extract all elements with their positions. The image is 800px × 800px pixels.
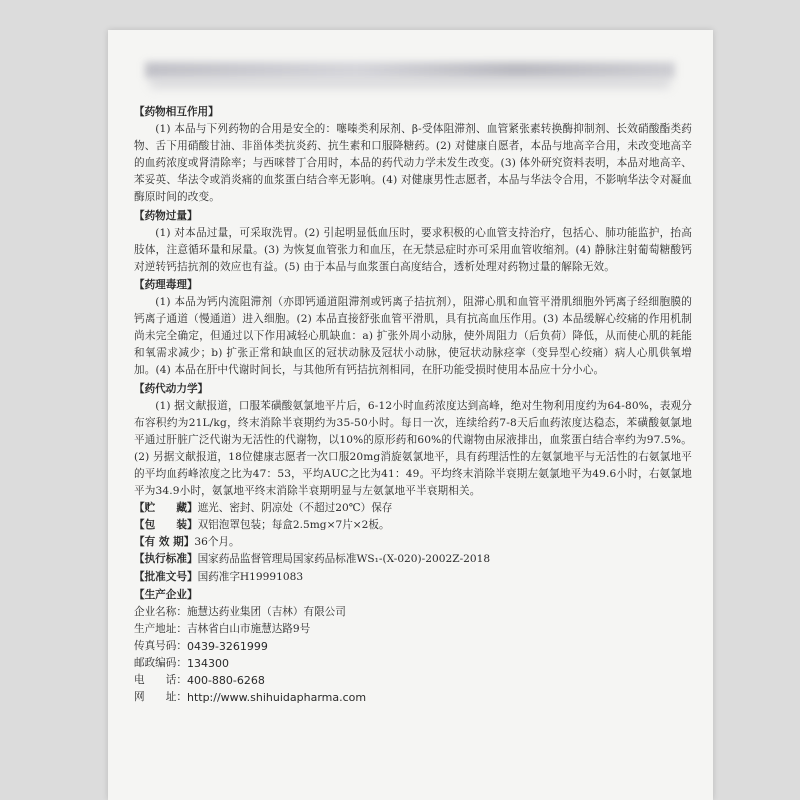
field-package xyxy=(134,517,692,534)
section-title-manufacturer: 【生产企业】 xyxy=(134,588,198,601)
field-value: 36个月。 xyxy=(194,536,240,549)
section-body-overdose: (1) 对本品过量，可采取洗胃。(2) 引起明显低血压时，要求积极的心血管支持治疗，包括心、肺功能监护，抬高肢体，注意循环量和尿量。(3) 为恢复血管张力和血压，在无禁忌症时亦可采用血管收缩剂。(4) 静脉注射葡萄糖酸钙对逆转钙拮抗剂的效应也有益。(5) 由于本品与血浆蛋白高度结合，透析处理对药物过量的解除无效。 xyxy=(134,226,692,273)
section-title-pharmacokinetics: 【药代动力学】 xyxy=(134,382,209,395)
field-standard xyxy=(134,551,692,568)
field-label: 【有 效 期】 xyxy=(134,536,195,549)
company-zip: 134300 xyxy=(186,657,229,670)
field-value: 国药准字H19991083 xyxy=(197,570,304,583)
company-address-label: 生产地址： xyxy=(134,622,187,635)
field-label: 【贮 藏】 xyxy=(134,502,198,515)
field-label: 【执行标准】 xyxy=(134,553,198,566)
blurred-header-sub xyxy=(150,78,670,88)
company-name-label: 企业名称： xyxy=(134,605,187,618)
company-web: http://www.shihuidapharma.com xyxy=(186,691,367,705)
section-body-interactions: (1) 本品与下列药物的合用是安全的：噻嗪类利尿剂、β-受体阻滞剂、血管紧张素转换酶抑制剂、长效硝酸酯类药物、舌下用硝酸甘油、非甾体类抗炎药、抗生素和口服降糖药。(2) 对健康自愿者，本品与地高辛合用，未改变地高辛的血药浓度或肾清除率；与西咪替丁合用时，本品的药代动力学未发生改变。(3) 体外研究资料表明，本品对地高辛、苯妥英、华法令或消炎痛的血浆蛋白结合率无影响。(4) 对健康男性志愿者，本品与华法令合用，不影响华法令对凝血酶原时间的改变。 xyxy=(134,123,692,204)
field-validity xyxy=(134,534,692,551)
company-address-row xyxy=(134,621,692,638)
section-body-pharmacology: (1) 本品为钙内流阻滞剂（亦即钙通道阻滞剂或钙离子拮抗剂），阻滞心肌和血管平滑肌细胞外钙离子经细胞膜的钙离子通道（慢通道）进入细胞。(2) 本品直接舒张血管平滑肌，具有抗高血压作用。(3) 本品缓解心绞痛的作用机制尚未完全确定，但通过以下作用减轻心肌缺血：a) 扩张外周小动脉，使外周阻力（后负荷）降低，从而使心肌的耗能和氧需求减少；b) 扩张正常和缺血区的冠状动脉及冠状小动脉，使冠状动脉痉挛（变异型心绞痛）病人心肌供氧增加。(4) 本品在肝中代谢时间长，与其他所有钙拮抗剂相同，在肝功能受损时使用本品应十分小心。 xyxy=(134,296,692,377)
section-title-pharmacology: 【药理毒理】 xyxy=(134,278,198,291)
company-address: 吉林省白山市施慧达路9号 xyxy=(186,622,311,635)
company-fax: 0439-3261999 xyxy=(186,639,268,653)
field-storage xyxy=(134,500,692,517)
company-phone-label: 电 话： xyxy=(134,674,187,687)
leaflet-content xyxy=(134,103,692,706)
field-label: 【批准文号】 xyxy=(134,570,198,583)
blurred-header xyxy=(145,62,675,78)
section-body-pharmacokinetics: (1) 据文献报道，口服苯磺酸氨氯地平片后，6-12小时血药浓度达到高峰，绝对生物利用度约为64-80%，表观分布容积约为21L/kg，终末消除半衰期约为35-50小时。每日一次，连续给药7-8天后血药浓度达稳态，苯磺酸氨氯地平通过肝脏广泛代谢为无活性的代谢物，以10%的原形药和60%的代谢物由尿液排出，血浆蛋白结合率约为97.5%。(2) 另据文献报道，18位健康志愿者一次口服20mg消旋氨氯地平，具有药理活性的左氨氯地平与无活性的右氨氯地平的平均血药峰浓度之比为47：53，平均AUC之比为41：49。平均终末消除半衰期左氨氯地平为49.6小时，右氨氯地平为34.9小时，氨氯地平终末消除半衰期明显与左氨氯地平半衰期相关。 xyxy=(134,399,692,498)
company-phone: 400-880-6268 xyxy=(186,674,265,688)
section-title-overdose: 【药物过量】 xyxy=(134,209,198,222)
company-phone-row xyxy=(134,672,692,689)
field-value: 国家药品监督管理局国家药品标准WS₁-(X-020)-2002Z-2018 xyxy=(197,553,491,566)
field-approval xyxy=(134,569,692,586)
field-value: 双铝泡罩包装；每盒2.5mg×7片×2板。 xyxy=(197,519,390,532)
company-fax-row xyxy=(134,638,692,655)
company-web-label: 网 址： xyxy=(134,691,187,704)
company-web-row xyxy=(134,689,692,706)
company-zip-row xyxy=(134,655,692,672)
company-name: 施慧达药业集团（吉林）有限公司 xyxy=(186,605,346,618)
section-title-interactions: 【药物相互作用】 xyxy=(134,106,219,118)
field-label: 【包 装】 xyxy=(134,519,198,532)
company-name-row xyxy=(134,604,692,621)
field-value: 遮光、密封、阴凉处（不超过20℃）保存 xyxy=(197,502,393,515)
company-fax-label: 传真号码： xyxy=(134,639,187,652)
company-zip-label: 邮政编码： xyxy=(134,657,187,669)
